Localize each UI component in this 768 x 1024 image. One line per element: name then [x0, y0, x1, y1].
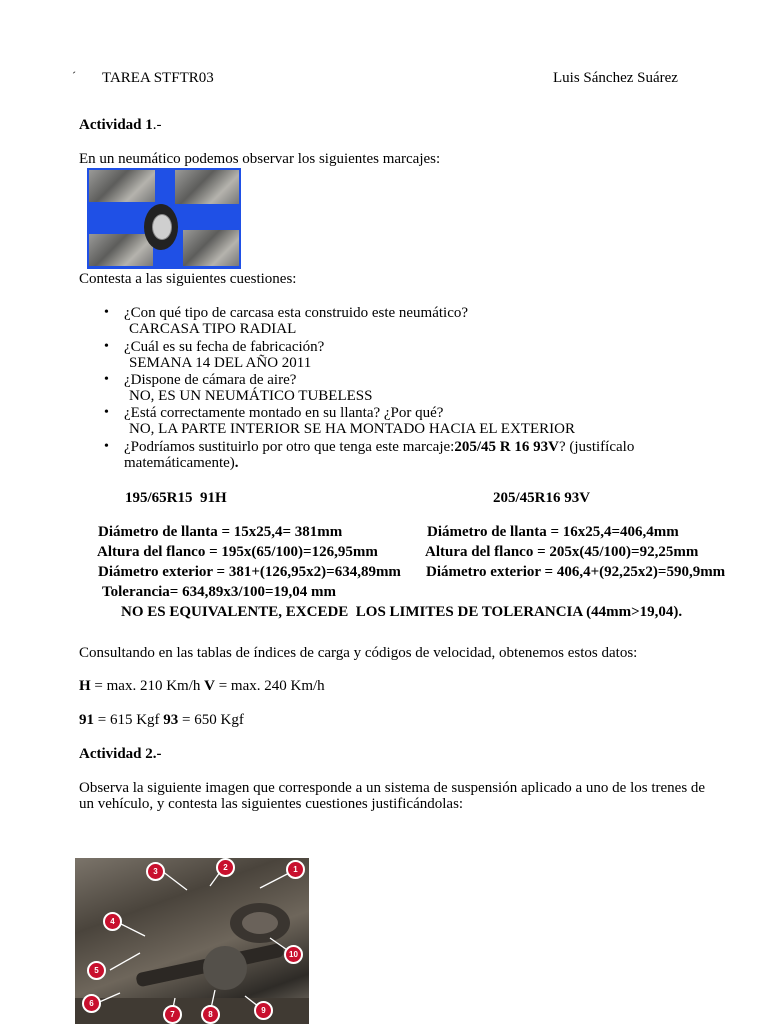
- tire-markings-photo: [87, 168, 241, 269]
- question-4: ¿Está correctamente montado en su llanta? ¿Por qué?: [124, 405, 444, 421]
- question-3: ¿Dispone de cámara de aire?: [124, 372, 297, 388]
- bullet-icon: •: [104, 305, 109, 320]
- marker-4: 4: [103, 912, 122, 931]
- document-title: TAREA STFTR03: [102, 70, 214, 86]
- speed-index-line: [79, 678, 325, 694]
- question-1: ¿Con qué tipo de carcasa esta construido este neumático?: [124, 305, 469, 321]
- activity-2-heading: Actividad 2.-: [79, 746, 162, 762]
- calc-left-tolerance: Tolerancia= 634,89x3/100=19,04 mm: [102, 584, 337, 600]
- conclusion: NO ES EQUIVALENTE, EXCEDE LOS LIMITES DE TOLERANCIA (44mm>19,04).: [121, 604, 683, 620]
- calc-right-rim: Diámetro de llanta = 16x25,4=406,4mm: [427, 524, 679, 540]
- calc-left-outer: Diámetro exterior = 381+(126,95x2)=634,89mm: [98, 564, 401, 580]
- marker-9: 9: [254, 1001, 273, 1020]
- ground-shape: [75, 998, 309, 1024]
- activity-1-heading: [79, 117, 162, 133]
- question-5-line-2: [124, 455, 239, 471]
- load-91-code: 91: [79, 712, 94, 728]
- question-5-text-d: matemáticamente): [124, 455, 235, 471]
- load-93-code: 93: [163, 712, 179, 728]
- wheel-photo: [144, 204, 178, 250]
- marker-3: 3: [146, 862, 165, 881]
- question-5-text-a: ¿Podríamos sustituirlo por otro que tenga este marcaje:: [124, 439, 455, 455]
- speed-h-code: H: [79, 678, 91, 694]
- header-mark: ´: [72, 69, 76, 83]
- author-name: Luis Sánchez Suárez: [553, 70, 678, 86]
- tire-spec-left: 195/65R15 91H: [125, 490, 227, 506]
- hub-shape: [203, 946, 247, 990]
- question-5-marking: 205/45 R 16 93V: [454, 439, 559, 455]
- activity-1-heading-suffix: .-: [152, 117, 162, 133]
- answer-2: SEMANA 14 DEL AÑO 2011: [129, 355, 312, 371]
- load-91-value: = 615 Kgf: [94, 712, 164, 728]
- activity-2-text-line-1: Observa la siguiente imagen que corresponde a un sistema de suspensión aplicado a uno de los trenes de: [79, 780, 706, 796]
- activity-1-heading-text: Actividad 1: [79, 117, 153, 133]
- tables-text: Consultando en las tablas de índices de carga y códigos de velocidad, obtenemos estos datos:: [79, 645, 638, 661]
- load-93-value: = 650 Kgf: [178, 712, 244, 728]
- bullet-icon: •: [104, 339, 109, 354]
- speed-v-code: V: [204, 678, 215, 694]
- calc-left-rim: Diámetro de llanta = 15x25,4= 381mm: [98, 524, 343, 540]
- question-2: ¿Cuál es su fecha de fabricación?: [124, 339, 325, 355]
- spring-inner-shape: [242, 912, 278, 934]
- load-index-line: [79, 712, 244, 728]
- tire-spec-right: 205/45R16 93V: [493, 490, 591, 506]
- tire-sidewall-photo-2: [175, 170, 239, 204]
- tire-sidewall-photo-3: [89, 234, 153, 266]
- marker-6: 6: [82, 994, 101, 1013]
- activity-2-text-line-2: un vehículo, y contesta las siguientes cuestiones justificándolas:: [79, 796, 464, 812]
- calc-left-sidewall: Altura del flanco = 195x(65/100)=126,95mm: [97, 544, 378, 560]
- activity-1-intro: En un neumático podemos observar los siguientes marcajes:: [79, 151, 441, 167]
- marker-5: 5: [87, 961, 106, 980]
- answer-1: CARCASA TIPO RADIAL: [129, 321, 297, 337]
- bullet-icon: •: [104, 439, 109, 454]
- question-5-text-c: ? (justifícalo: [558, 439, 635, 455]
- marker-7: 7: [163, 1005, 182, 1024]
- answer-3: NO, ES UN NEUMÁTICO TUBELESS: [129, 388, 373, 404]
- calc-right-outer: Diámetro exterior = 406,4+(92,25x2)=590,9mm: [426, 564, 726, 580]
- calc-right-sidewall: Altura del flanco = 205x(45/100)=92,25mm: [425, 544, 699, 560]
- marker-8: 8: [201, 1005, 220, 1024]
- suspension-photo-details: [75, 858, 309, 1024]
- tire-sidewall-photo-4: [183, 230, 239, 266]
- question-5: [124, 439, 634, 455]
- answer-4: NO, LA PARTE INTERIOR SE HA MONTADO HACIA EL EXTERIOR: [129, 421, 575, 437]
- marker-10: 10: [284, 945, 303, 964]
- speed-h-value: = max. 210 Km/h: [90, 678, 205, 694]
- wheel-rim: [152, 214, 172, 240]
- speed-v-value: = max. 240 Km/h: [214, 678, 325, 694]
- tire-sidewall-photo-1: [89, 170, 155, 202]
- bullet-icon: •: [104, 405, 109, 420]
- questions-intro: Contesta a las siguientes cuestiones:: [79, 271, 297, 287]
- question-5-period: .: [234, 455, 239, 471]
- suspension-system-photo: [75, 858, 309, 1024]
- bullet-icon: •: [104, 372, 109, 387]
- marker-1: 1: [286, 860, 305, 879]
- marker-2: 2: [216, 858, 235, 877]
